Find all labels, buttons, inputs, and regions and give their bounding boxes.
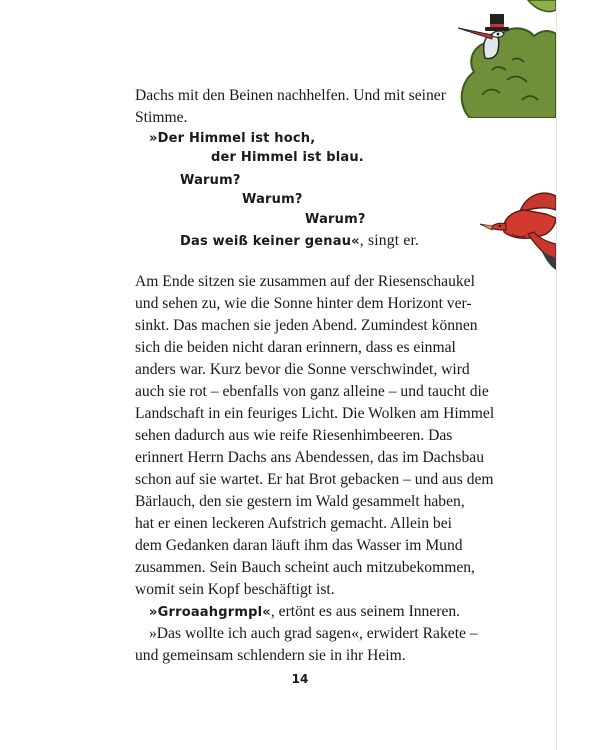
paragraph-line: schon auf sie wartet. Er hat Brot gebacken – und aus dem (135, 471, 494, 488)
paragraph-line: Am Ende sitzen sie zusammen auf der Riesenschaukel (135, 273, 475, 290)
page-edge (556, 0, 557, 750)
song-line: Warum? (242, 192, 303, 207)
growl-line (149, 602, 460, 622)
paragraph-line: Landschaft in ein feuriges Licht. Die Wolken am Himmel (135, 405, 495, 422)
paragraph-line: sinkt. Das machen sie jeden Abend. Zumindest können (135, 317, 478, 334)
paragraph-line: sehen dadurch aus wie reife Riesenhimbeeren. Das (135, 427, 453, 444)
song-line: der Himmel ist blau. (211, 150, 364, 165)
paragraph-line: zusammen. Sein Bauch scheint auch mitzubekommen, (135, 559, 475, 576)
song-final-words: Das weiß keiner genau« (180, 234, 360, 249)
song-line: »Der Himmel ist hoch, (149, 131, 316, 146)
song-line: Warum? (305, 212, 366, 227)
closing-line: und gemeinsam schlendern sie in ihr Heim. (135, 647, 406, 664)
paragraph-line: sich die beiden nicht daran erinnern, dass es einmal (135, 339, 456, 356)
paragraph-line: dem Gedanken daran läuft ihm das Wasser im Mund (135, 537, 463, 554)
paragraph-line: und sehen zu, wie die Sonne hinter dem Horizont ver- (135, 295, 472, 312)
closing-line: »Das wollte ich auch grad sagen«, erwidert Rakete – (149, 625, 478, 642)
paragraph-line: Bärlauch, den sie gestern im Wald gesammelt haben, (135, 493, 465, 510)
song-line-last (180, 232, 419, 251)
paragraph-line: hat er einen leckeren Aufstrich gemacht. Allein bei (135, 515, 452, 532)
paragraph-line: anders war. Kurz bevor die Sonne verschwindet, wird (135, 361, 470, 378)
growl-suffix: , ertönt es aus seinem Inneren. (270, 603, 461, 620)
song-line: Warum? (180, 173, 241, 188)
paragraph-line: erinnert Herrn Dachs ans Abendessen, das im Dachsbau (135, 449, 485, 466)
page-number: 14 (291, 672, 309, 686)
song-attribution: , singt er. (359, 232, 420, 249)
paragraph-line: womit sein Kopf beschäftigt ist. (135, 581, 335, 598)
red-bird-illustration (480, 188, 556, 270)
text-line: Stimme. (135, 109, 188, 126)
text-line: Dachs mit den Beinen nachhelfen. Und mit seiner (135, 87, 446, 104)
paragraph-line: auch sie rot – ebenfalls von ganz alleine – und taucht die (135, 383, 489, 400)
stork-in-bush-illustration (452, 0, 556, 118)
growl-sound: »Grroaahgrmpl« (149, 605, 271, 620)
